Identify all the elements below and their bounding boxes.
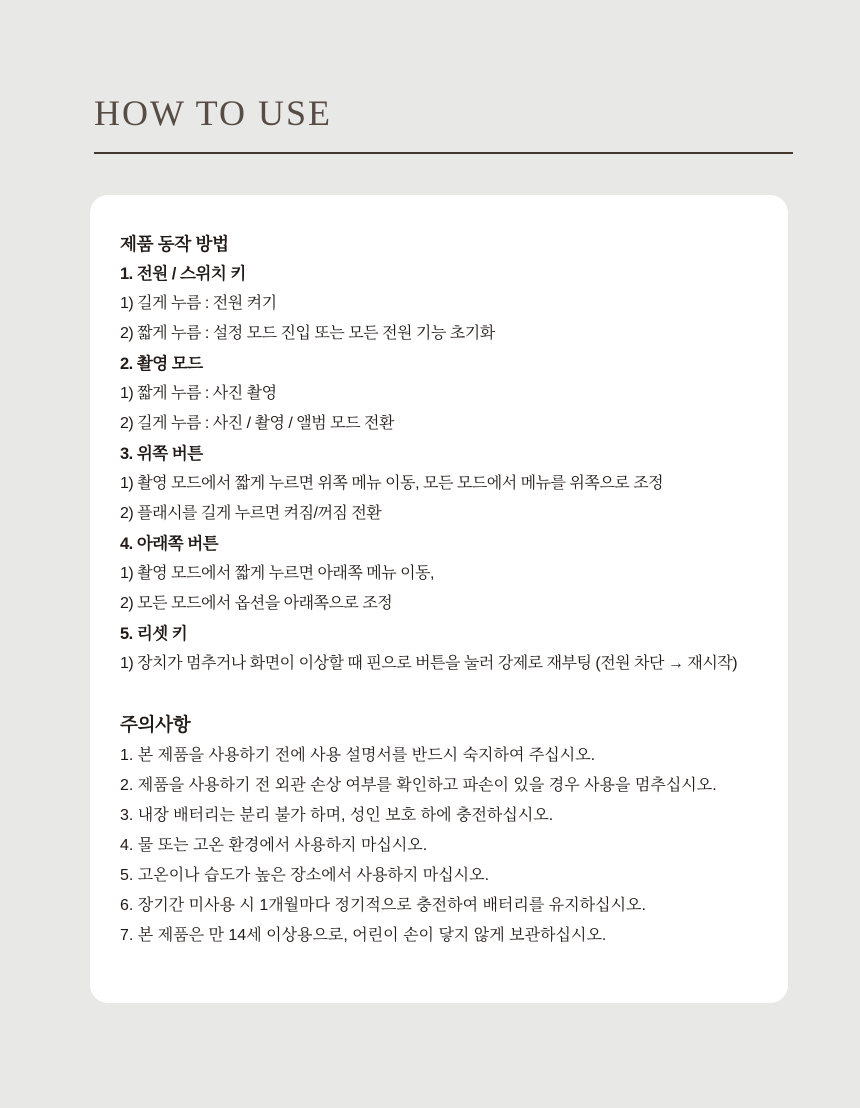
operation-section-title: 2. 촬영 모드: [120, 355, 203, 373]
operation-instruction-line: 2) 모든 모드에서 옵션을 아래쪽으로 조정: [120, 595, 393, 612]
operation-section-title: 5. 리셋 키: [120, 625, 188, 643]
caution-list: [120, 741, 764, 951]
operation-instruction-line: 1) 길게 누름 : 전원 켜기: [120, 295, 277, 312]
operation-instruction-line: 1) 촬영 모드에서 짧게 누르면 아래쪽 메뉴 이동,: [120, 565, 434, 582]
operation-instruction-line: 2) 플래시를 길게 누르면 켜짐/꺼짐 전환: [120, 505, 382, 522]
operation-instruction-line: 1) 촬영 모드에서 짧게 누르면 위쪽 메뉴 이동, 모든 모드에서 메뉴를 위쪽으로 조정: [120, 475, 664, 492]
operation-heading: 제품 동작 방법: [120, 234, 229, 254]
caution-line: 6. 장기간 미사용 시 1개월마다 정기적으로 충전하여 배터리를 유지하십시오.: [120, 897, 646, 914]
operation-instruction-line: 2) 길게 누름 : 사진 / 촬영 / 앨범 모드 전환: [120, 415, 394, 432]
operation-instruction-line: 1) 짧게 누름 : 사진 촬영: [120, 385, 277, 402]
caution-line: 2. 제품을 사용하기 전 외관 손상 여부를 확인하고 파손이 있을 경우 사용을 멈추십시오.: [120, 777, 717, 794]
caution-line: 7. 본 제품은 만 14세 이상용으로, 어린이 손이 닿지 않게 보관하십시오.: [120, 927, 607, 944]
operation-list: [120, 259, 764, 679]
page-title: HOW TO USE: [94, 93, 333, 133]
operation-section-title: 3. 위쪽 버튼: [120, 445, 203, 463]
operation-instruction-line: 1) 장치가 멈추거나 화면이 이상할 때 핀으로 버튼을 눌러 강제로 재부팅 (전원 차단 → 재시작): [120, 655, 738, 672]
title-divider: [94, 152, 793, 154]
operation-instruction-line: 2) 짧게 누름 : 설정 모드 진입 또는 모든 전원 기능 초기화: [120, 325, 495, 342]
caution-line: 5. 고온이나 습도가 높은 장소에서 사용하지 마십시오.: [120, 867, 490, 884]
instructions-card: [90, 195, 788, 1003]
caution-heading: 주의사항: [120, 714, 191, 735]
operation-section-title: 4. 아래쪽 버튼: [120, 535, 219, 553]
caution-line: 4. 물 또는 고온 환경에서 사용하지 마십시오.: [120, 837, 428, 854]
caution-line: 3. 내장 배터리는 분리 불가 하며, 성인 보호 하에 충전하십시오.: [120, 807, 554, 824]
caution-line: 1. 본 제품을 사용하기 전에 사용 설명서를 반드시 숙지하여 주십시오.: [120, 747, 596, 764]
operation-section-title: 1. 전원 / 스위치 키: [120, 265, 246, 283]
